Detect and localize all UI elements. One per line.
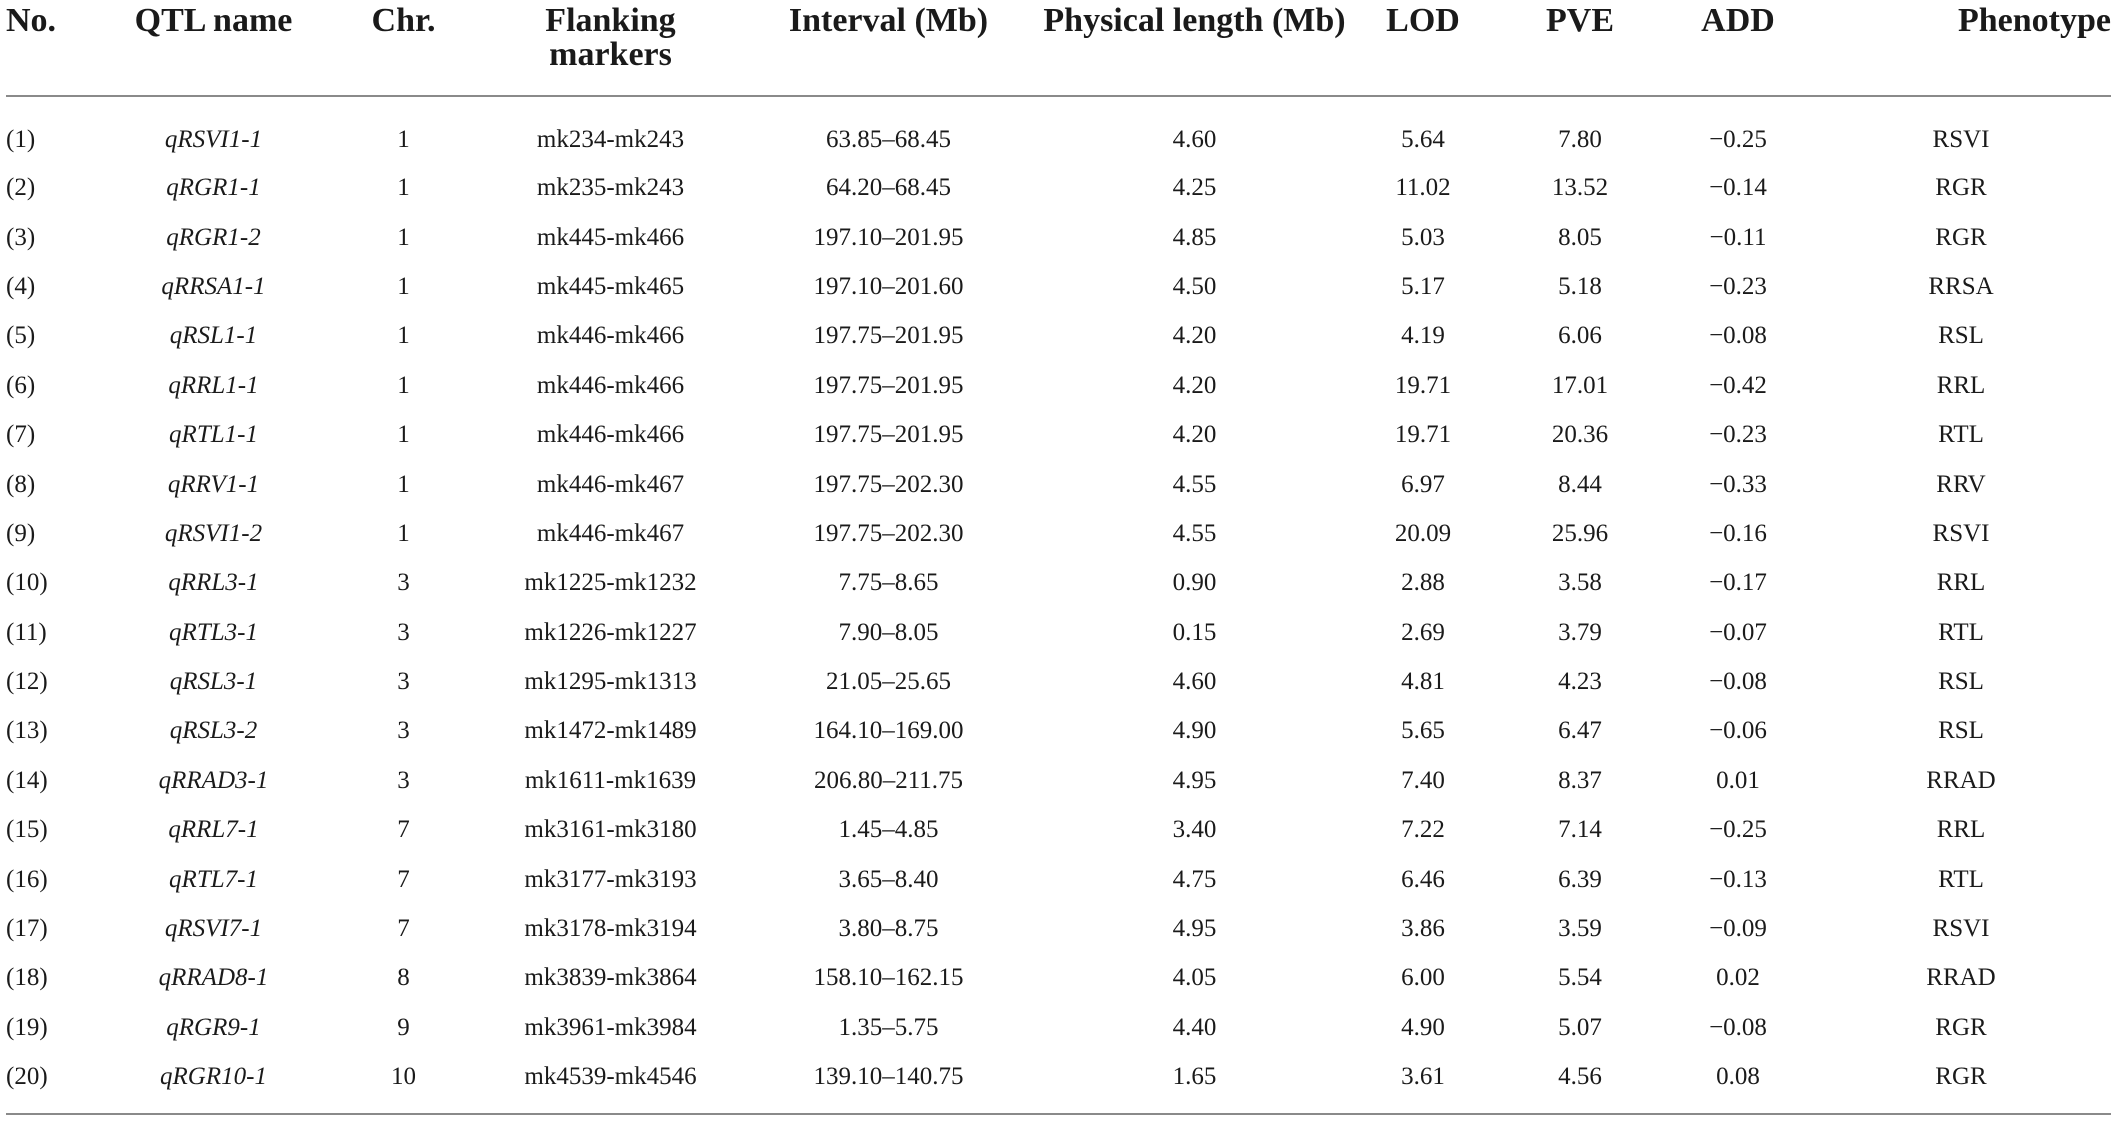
table-row <box>6 212 2111 261</box>
cell-phenotype: RTL <box>1938 421 1984 449</box>
cell-flanking-markers: mk446-mk467 <box>536 470 685 498</box>
cell-physical-length: 4.25 <box>1172 174 1217 202</box>
cell-no: (20) <box>6 1063 48 1091</box>
cell-phenotype: RSVI <box>1932 915 1990 943</box>
cell-qtl-name: qRGR1-2 <box>166 223 261 251</box>
cell-add: −0.23 <box>1709 272 1767 300</box>
cell-pve: 5.07 <box>1558 1013 1602 1041</box>
cell-pve: 8.37 <box>1558 766 1602 794</box>
cell-physical-length: 4.50 <box>1172 272 1217 300</box>
cell-chr: 3 <box>397 766 410 794</box>
cell-interval: 197.10–201.95 <box>813 223 964 251</box>
cell-flanking-markers: mk445-mk466 <box>536 223 685 251</box>
cell-physical-length: 0.90 <box>1172 569 1217 597</box>
cell-physical-length: 4.75 <box>1172 865 1217 893</box>
cell-physical-length: 4.05 <box>1172 964 1217 992</box>
cell-no: (10) <box>6 569 48 597</box>
cell-add: −0.17 <box>1709 569 1767 597</box>
cell-pve: 20.36 <box>1551 421 1609 449</box>
cell-chr: 3 <box>397 618 410 646</box>
cell-pve: 25.96 <box>1551 519 1609 547</box>
table-row <box>6 756 2111 805</box>
cell-qtl-name: qRGR9-1 <box>166 1013 261 1041</box>
cell-phenotype: RSVI <box>1932 519 1990 547</box>
cell-no: (5) <box>6 322 36 350</box>
table-row <box>6 1003 2111 1052</box>
cell-no: (17) <box>6 915 48 943</box>
cell-chr: 7 <box>397 915 410 943</box>
cell-flanking-markers: mk446-mk467 <box>536 519 685 547</box>
cell-physical-length: 4.85 <box>1172 223 1217 251</box>
cell-interval: 197.75–202.30 <box>813 470 964 498</box>
cell-no: (7) <box>6 421 36 449</box>
cell-phenotype: RSL <box>1938 717 1984 745</box>
cell-add: −0.25 <box>1709 816 1767 844</box>
header-qtl-name: QTL name <box>102 0 325 96</box>
cell-qtl-name: qRTL7-1 <box>169 865 258 893</box>
cell-add: −0.06 <box>1709 717 1767 745</box>
cell-physical-length: 4.60 <box>1172 668 1217 696</box>
cell-add: 0.08 <box>1716 1063 1760 1091</box>
cell-physical-length: 4.20 <box>1172 322 1217 350</box>
cell-add: −0.33 <box>1709 470 1767 498</box>
cell-interval: 197.75–201.95 <box>813 421 964 449</box>
cell-lod: 3.86 <box>1401 915 1445 943</box>
cell-lod: 3.61 <box>1401 1063 1445 1091</box>
cell-phenotype: RSL <box>1938 322 1984 350</box>
cell-interval: 3.65–8.40 <box>838 865 939 893</box>
cell-flanking-markers: mk446-mk466 <box>536 371 685 399</box>
header-flanking-markers: Flanking markers <box>482 0 739 96</box>
cell-flanking-markers: mk445-mk465 <box>536 272 685 300</box>
cell-interval: 21.05–25.65 <box>826 668 951 696</box>
cell-interval: 1.45–4.85 <box>838 816 939 844</box>
cell-no: (6) <box>6 371 36 399</box>
table-row <box>6 953 2111 1002</box>
cell-chr: 10 <box>391 1063 416 1091</box>
cell-add: −0.11 <box>1709 223 1767 251</box>
cell-no: (1) <box>6 125 36 153</box>
table-row <box>6 706 2111 755</box>
cell-qtl-name: qRSVI1-2 <box>164 519 263 547</box>
header-interval: Interval (Mb) <box>739 0 1038 96</box>
table-row <box>6 96 2111 163</box>
cell-no: (2) <box>6 174 36 202</box>
cell-phenotype: RRSA <box>1928 272 1994 300</box>
cell-interval: 139.10–140.75 <box>813 1063 964 1091</box>
cell-physical-length: 4.40 <box>1172 1013 1217 1041</box>
cell-chr: 7 <box>397 816 410 844</box>
cell-phenotype: RTL <box>1938 618 1984 646</box>
cell-add: 0.01 <box>1716 766 1760 794</box>
cell-phenotype: RRAD <box>1926 964 1996 992</box>
cell-pve: 7.80 <box>1558 125 1602 153</box>
cell-chr: 1 <box>397 125 410 153</box>
cell-chr: 7 <box>397 865 410 893</box>
cell-qtl-name: qRGR1-1 <box>166 174 261 202</box>
cell-lod: 7.40 <box>1401 766 1445 794</box>
cell-lod: 5.64 <box>1401 125 1445 153</box>
cell-qtl-name: qRSVI7-1 <box>164 915 263 943</box>
cell-chr: 1 <box>397 421 410 449</box>
cell-qtl-name: qRRL1-1 <box>168 371 259 399</box>
cell-pve: 17.01 <box>1551 371 1609 399</box>
cell-physical-length: 4.55 <box>1172 519 1217 547</box>
table-row <box>6 163 2111 212</box>
cell-interval: 197.10–201.60 <box>813 272 964 300</box>
cell-phenotype: RGR <box>1935 1013 1987 1041</box>
cell-flanking-markers: mk235-mk243 <box>536 174 685 202</box>
header-physical-length: Physical length (Mb) <box>1038 0 1351 96</box>
cell-add: 0.02 <box>1716 964 1760 992</box>
cell-no: (9) <box>6 519 36 547</box>
cell-interval: 164.10–169.00 <box>813 717 964 745</box>
table-body <box>6 96 2111 1101</box>
cell-no: (19) <box>6 1013 48 1041</box>
cell-flanking-markers: mk3177-mk3193 <box>524 865 697 893</box>
cell-chr: 1 <box>397 322 410 350</box>
cell-pve: 3.79 <box>1558 618 1602 646</box>
cell-add: −0.14 <box>1709 174 1767 202</box>
cell-lod: 4.19 <box>1401 322 1445 350</box>
cell-interval: 7.75–8.65 <box>838 569 939 597</box>
cell-flanking-markers: mk234-mk243 <box>536 125 685 153</box>
cell-phenotype: RGR <box>1935 1063 1987 1091</box>
cell-physical-length: 4.55 <box>1172 470 1217 498</box>
cell-qtl-name: qRSVI1-1 <box>164 125 263 153</box>
cell-flanking-markers: mk1225-mk1232 <box>524 569 697 597</box>
cell-chr: 3 <box>397 569 410 597</box>
cell-flanking-markers: mk3178-mk3194 <box>524 915 697 943</box>
cell-lod: 4.81 <box>1401 668 1445 696</box>
cell-physical-length: 1.65 <box>1172 1063 1217 1091</box>
cell-chr: 3 <box>397 717 410 745</box>
cell-flanking-markers: mk446-mk466 <box>536 421 685 449</box>
cell-no: (16) <box>6 865 48 893</box>
cell-pve: 6.06 <box>1558 322 1602 350</box>
cell-physical-length: 0.15 <box>1172 618 1217 646</box>
cell-add: −0.13 <box>1709 865 1767 893</box>
cell-lod: 6.00 <box>1401 964 1445 992</box>
cell-flanking-markers: mk1611-mk1639 <box>524 766 697 794</box>
cell-chr: 1 <box>397 272 410 300</box>
cell-chr: 1 <box>397 223 410 251</box>
cell-flanking-markers: mk1472-mk1489 <box>524 717 697 745</box>
cell-flanking-markers: mk3839-mk3864 <box>524 964 697 992</box>
cell-no: (11) <box>6 618 47 646</box>
cell-pve: 5.18 <box>1558 272 1602 300</box>
cell-physical-length: 4.90 <box>1172 717 1217 745</box>
table-row <box>6 1052 2111 1101</box>
cell-interval: 197.75–201.95 <box>813 322 964 350</box>
table-row <box>6 558 2111 607</box>
header-no: No. <box>6 0 102 96</box>
cell-physical-length: 4.20 <box>1172 371 1217 399</box>
cell-pve: 5.54 <box>1558 964 1602 992</box>
cell-add: −0.25 <box>1709 125 1767 153</box>
cell-qtl-name: qRSL1-1 <box>169 322 258 350</box>
cell-interval: 197.75–201.95 <box>813 371 964 399</box>
header-lod: LOD <box>1351 0 1495 96</box>
cell-qtl-name: qRSL3-1 <box>169 668 258 696</box>
cell-interval: 3.80–8.75 <box>838 915 939 943</box>
cell-qtl-name: qRRL3-1 <box>168 569 259 597</box>
cell-pve: 13.52 <box>1551 174 1609 202</box>
cell-qtl-name: qRRL7-1 <box>168 816 259 844</box>
cell-add: −0.09 <box>1709 915 1767 943</box>
cell-physical-length: 4.95 <box>1172 766 1217 794</box>
cell-no: (4) <box>6 272 36 300</box>
cell-add: −0.07 <box>1709 618 1767 646</box>
cell-no: (14) <box>6 766 48 794</box>
table-row <box>6 311 2111 360</box>
qtl-table <box>6 0 2111 1101</box>
cell-lod: 11.02 <box>1395 174 1451 202</box>
cell-lod: 7.22 <box>1401 816 1445 844</box>
cell-flanking-markers: mk446-mk466 <box>536 322 685 350</box>
cell-lod: 6.46 <box>1401 865 1445 893</box>
table-header-row <box>6 0 2111 96</box>
cell-flanking-markers: mk3161-mk3180 <box>524 816 697 844</box>
cell-lod: 5.65 <box>1401 717 1445 745</box>
cell-phenotype: RTL <box>1938 865 1984 893</box>
cell-no: (13) <box>6 717 48 745</box>
cell-chr: 1 <box>397 470 410 498</box>
cell-interval: 63.85–68.45 <box>826 125 951 153</box>
cell-pve: 3.59 <box>1558 915 1602 943</box>
cell-flanking-markers: mk1295-mk1313 <box>524 668 697 696</box>
cell-lod: 5.17 <box>1401 272 1445 300</box>
cell-add: −0.08 <box>1709 668 1767 696</box>
cell-add: −0.08 <box>1709 322 1767 350</box>
cell-interval: 197.75–202.30 <box>813 519 964 547</box>
header-add: ADD <box>1665 0 1811 96</box>
cell-pve: 6.39 <box>1558 865 1602 893</box>
cell-lod: 20.09 <box>1394 519 1452 547</box>
cell-no: (12) <box>6 668 48 696</box>
cell-chr: 1 <box>397 174 410 202</box>
table-row <box>6 657 2111 706</box>
cell-no: (8) <box>6 470 36 498</box>
cell-pve: 3.58 <box>1558 569 1602 597</box>
cell-lod: 6.97 <box>1401 470 1445 498</box>
cell-no: (18) <box>6 964 48 992</box>
cell-phenotype: RGR <box>1935 223 1987 251</box>
cell-qtl-name: qRRSA1-1 <box>161 272 266 300</box>
cell-add: −0.23 <box>1709 421 1767 449</box>
cell-no: (15) <box>6 816 48 844</box>
cell-qtl-name: qRGR10-1 <box>160 1063 267 1091</box>
table-row <box>6 361 2111 410</box>
cell-physical-length: 4.95 <box>1172 915 1217 943</box>
cell-pve: 4.23 <box>1558 668 1602 696</box>
cell-pve: 8.05 <box>1558 223 1602 251</box>
cell-phenotype: RGR <box>1935 174 1987 202</box>
cell-phenotype: RSVI <box>1932 125 1990 153</box>
cell-physical-length: 4.20 <box>1172 421 1217 449</box>
table-row <box>6 608 2111 657</box>
cell-phenotype: RSL <box>1938 668 1984 696</box>
cell-lod: 19.71 <box>1394 371 1452 399</box>
cell-physical-length: 4.60 <box>1172 125 1217 153</box>
cell-pve: 6.47 <box>1558 717 1602 745</box>
cell-qtl-name: qRRV1-1 <box>167 470 260 498</box>
cell-qtl-name: qRSL3-2 <box>169 717 258 745</box>
cell-phenotype: RRL <box>1936 816 1986 844</box>
cell-qtl-name: qRTL3-1 <box>169 618 258 646</box>
cell-lod: 2.88 <box>1401 569 1445 597</box>
cell-interval: 64.20–68.45 <box>826 174 951 202</box>
table-row <box>6 509 2111 558</box>
cell-chr: 1 <box>397 519 410 547</box>
table-bottom-rule <box>6 1113 2111 1115</box>
cell-interval: 206.80–211.75 <box>813 766 964 794</box>
cell-pve: 4.56 <box>1558 1063 1602 1091</box>
table-row <box>6 459 2111 508</box>
cell-chr: 8 <box>397 964 410 992</box>
table-row <box>6 854 2111 903</box>
table-row <box>6 904 2111 953</box>
header-pve: PVE <box>1495 0 1665 96</box>
cell-pve: 7.14 <box>1558 816 1602 844</box>
cell-qtl-name: qRRAD3-1 <box>158 766 269 794</box>
cell-phenotype: RRL <box>1936 371 1986 399</box>
cell-no: (3) <box>6 223 36 251</box>
cell-lod: 4.90 <box>1401 1013 1445 1041</box>
cell-add: −0.16 <box>1709 519 1767 547</box>
cell-phenotype: RRL <box>1936 569 1986 597</box>
cell-flanking-markers: mk4539-mk4546 <box>524 1063 697 1091</box>
table-row <box>6 805 2111 854</box>
cell-phenotype: RRAD <box>1926 766 1996 794</box>
cell-flanking-markers: mk1226-mk1227 <box>524 618 697 646</box>
cell-chr: 3 <box>397 668 410 696</box>
cell-chr: 9 <box>397 1013 410 1041</box>
header-phenotype: Phenotype <box>1811 0 2111 96</box>
cell-lod: 2.69 <box>1401 618 1445 646</box>
cell-interval: 158.10–162.15 <box>813 964 964 992</box>
cell-physical-length: 3.40 <box>1172 816 1217 844</box>
cell-interval: 7.90–8.05 <box>838 618 939 646</box>
cell-lod: 19.71 <box>1394 421 1452 449</box>
cell-pve: 8.44 <box>1558 470 1602 498</box>
cell-chr: 1 <box>397 371 410 399</box>
cell-add: −0.08 <box>1709 1013 1767 1041</box>
cell-phenotype: RRV <box>1936 470 1986 498</box>
table-row <box>6 410 2111 459</box>
table-row <box>6 262 2111 311</box>
cell-qtl-name: qRRAD8-1 <box>158 964 269 992</box>
cell-lod: 5.03 <box>1401 223 1445 251</box>
cell-interval: 1.35–5.75 <box>838 1013 939 1041</box>
cell-flanking-markers: mk3961-mk3984 <box>524 1013 697 1041</box>
header-chr: Chr. <box>325 0 482 96</box>
cell-qtl-name: qRTL1-1 <box>169 421 258 449</box>
cell-add: −0.42 <box>1709 371 1767 399</box>
